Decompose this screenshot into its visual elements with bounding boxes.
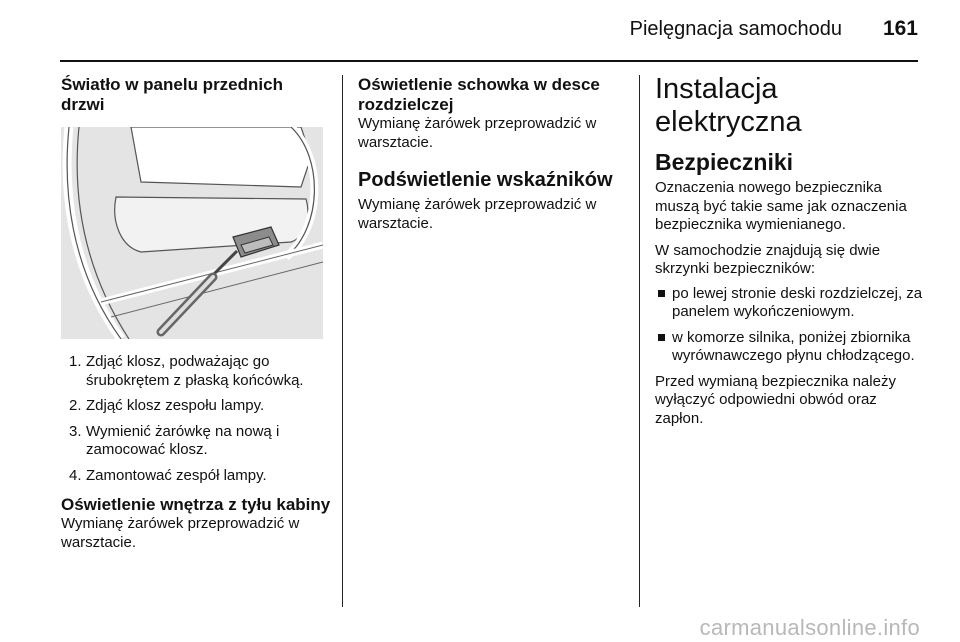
door-panel-lamp-illustration [61, 127, 323, 339]
lamp-replacement-steps [61, 353, 331, 485]
page-number: 161 [882, 17, 918, 40]
gauges-light-heading: Podświetlenie wskaźników [358, 169, 613, 191]
bullet-icon [658, 290, 665, 297]
list-item [61, 423, 331, 460]
step-number: 2. [69, 397, 82, 414]
watermark: carmanualsonline.info [699, 615, 920, 640]
fuse-para-2: W samochodzie znajdują się dwie skrzynki bezpieczników: [655, 241, 881, 277]
column-3 [655, 73, 925, 428]
rear-light-heading: Oświetlenie wnętrza z tyłu kabiny [61, 495, 331, 514]
column-1 [61, 75, 331, 552]
step-text: Zdjąć klosz zespołu lampy. [86, 397, 265, 414]
rear-light-text: Wymianę żarówek przeprowadzić w warsztacie. [61, 515, 300, 551]
step-number: 4. [69, 466, 82, 484]
step-number: 3. [69, 422, 82, 440]
list-item [61, 353, 331, 390]
bullet-text: w komorze silnika, poniżej zbiornika wyrównawczego płynu chłodzącego. [672, 328, 915, 364]
step-text: Zamontować zespół lampy. [86, 466, 267, 484]
step-number: 1. [69, 353, 82, 370]
step-text: Zdjąć klosz, podważając go śrubokrętem z płaską końcówką. [86, 353, 304, 389]
glovebox-light-heading: Oświetlenie schowka w desce rozdzielczej [358, 75, 600, 114]
fuse-para-1: Oznaczenia nowego bezpiecznika muszą być takie same jak oznaczenia bezpiecznika wymienianego. [655, 179, 907, 233]
step-text: Wymienić żarówkę na nową i zamocować klosz. [86, 422, 280, 458]
list-item [61, 397, 331, 416]
door-lamp-drawing [61, 127, 323, 339]
bullet-icon [658, 334, 665, 341]
header-divider [60, 60, 918, 62]
list-item [655, 329, 925, 366]
gauges-light-text: Wymianę żarówek przeprowadzić w warsztacie. [358, 196, 597, 232]
column-2 [358, 75, 628, 233]
subsection-title: Bezpieczniki [655, 149, 794, 175]
bullet-text: po lewej stronie deski rozdzielczej, za panelem wykończeniowym. [672, 284, 923, 320]
column-divider-1 [342, 75, 343, 607]
door-light-heading: Światło w panelu przednich drzwi [61, 75, 283, 114]
section-title: Instalacja elektryczna [655, 73, 802, 138]
fuse-box-list [655, 285, 925, 366]
list-item [655, 285, 925, 322]
list-item [61, 467, 331, 486]
glovebox-light-text: Wymianę żarówek przeprowadzić w warsztacie. [358, 115, 597, 151]
header-title: Pielęgnacja samochodu [629, 18, 842, 40]
fuse-para-3: Przed wymianą bezpiecznika należy wyłączyć odpowiedni obwód oraz zapłon. [655, 372, 896, 427]
column-divider-2 [639, 75, 640, 607]
